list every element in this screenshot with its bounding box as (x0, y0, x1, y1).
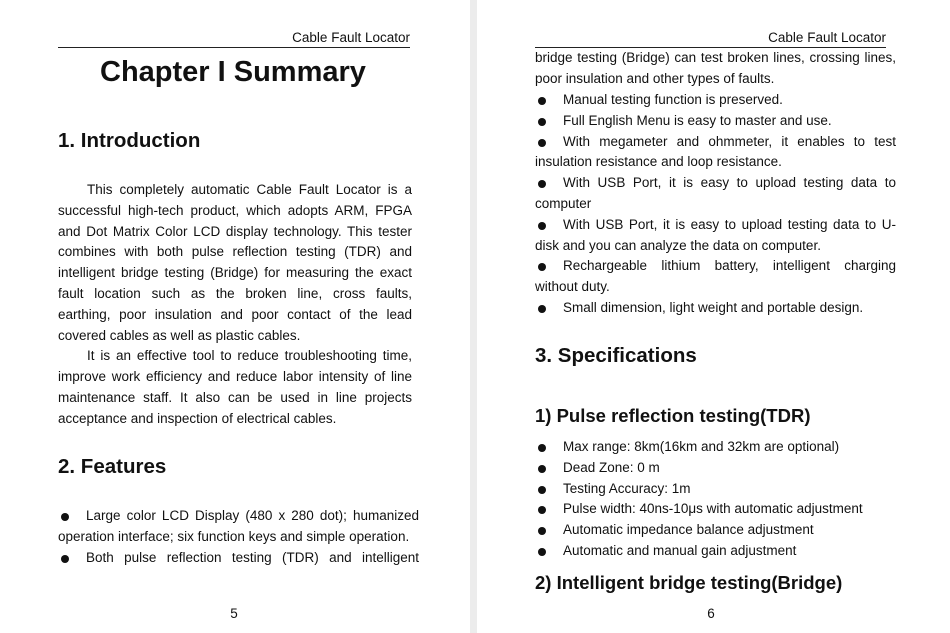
subsection-heading-bridge: 2) Intelligent bridge testing(Bridge) (535, 572, 843, 593)
list-item: Small dimension, light weight and portable design. (535, 298, 896, 319)
list-item: Pulse width: 40ns-10μs with automatic adjustment (535, 499, 896, 520)
bullet-icon (538, 444, 546, 452)
bullet-icon (538, 486, 546, 494)
bullet-icon (538, 118, 546, 126)
left-page (0, 0, 470, 633)
list-item: With USB Port, it is easy to upload testing data to U-disk and you can analyze the data on computer. (535, 216, 896, 253)
list-item: With USB Port, it is easy to upload testing data to computer (535, 175, 896, 211)
continued-text (535, 48, 896, 90)
list-item: Full English Menu is easy to master and use. (535, 111, 896, 132)
list-item: Rechargeable lithium battery, intelligent charging without duty. (535, 258, 896, 295)
bullet-icon (538, 506, 546, 514)
bullet-icon (538, 263, 546, 271)
continued-paragraph: bridge testing (Bridge) can test broken lines, crossing lines, poor insulation and other types of faults. (535, 50, 896, 86)
features-list-left (58, 506, 419, 568)
section-heading-specifications: 3. Specifications (535, 344, 697, 367)
bullet-icon (538, 97, 546, 105)
bullet-icon (61, 555, 69, 563)
right-page (477, 0, 950, 633)
bullet-icon (538, 527, 546, 535)
running-header: Cable Fault Locator (292, 30, 410, 45)
bullet-icon (538, 548, 546, 556)
subsection-heading-tdr: 1) Pulse reflection testing(TDR) (535, 405, 811, 426)
bullet-icon (538, 465, 546, 473)
list-item: With megameter and ohmmeter, it enables to test insulation resistance and loop resistance. (535, 133, 896, 170)
bullet-icon (538, 180, 546, 188)
list-item: Manual testing function is preserved. (535, 90, 896, 111)
bullet-icon (538, 139, 546, 147)
intro-paragraph-1: This completely automatic Cable Fault Locator is a successful high-tech product, which adopts ARM, FPGA and Dot Matrix Color LCD display technology. This tester combines with both pulse reflection testing (TDR) and intelligent bridge testing (Bridge) for measuring the exact fault location such as the broken line, cross faults, earthing, poor insulation and poor contact of the lead covered cables as well as plastic cables. (58, 182, 412, 343)
page-number: 6 (707, 606, 715, 621)
list-item: Large color LCD Display (480 x 280 dot); humanized operation interface; six function keys and simple operation. (58, 508, 419, 544)
section-heading-introduction: 1. Introduction (58, 129, 201, 152)
list-item: Dead Zone: 0 m (535, 458, 896, 479)
list-item: Both pulse reflection testing (TDR) and intelligent (58, 548, 419, 569)
list-item: Automatic impedance balance adjustment (535, 520, 896, 541)
introduction-body (58, 180, 412, 430)
header-rule (58, 47, 410, 48)
list-item: Testing Accuracy: 1m (535, 479, 896, 500)
bullet-icon (61, 513, 69, 521)
chapter-title: Chapter I Summary (100, 56, 366, 88)
running-header: Cable Fault Locator (768, 30, 886, 45)
section-heading-features: 2. Features (58, 455, 167, 478)
list-item: Max range: 8km(16km and 32km are optional) (535, 437, 896, 458)
page-number: 5 (230, 606, 238, 621)
bullet-icon (538, 305, 546, 313)
list-item: Automatic and manual gain adjustment (535, 541, 896, 562)
tdr-specs-list (535, 437, 896, 562)
features-list-right (535, 90, 896, 319)
intro-paragraph-2: It is an effective tool to reduce troubleshooting time, improve work efficiency and reduce labor intensity of line maintenance staff. It also can be used in line projects acceptance and inspection of electrical cables. (58, 348, 412, 426)
bullet-icon (538, 222, 546, 230)
